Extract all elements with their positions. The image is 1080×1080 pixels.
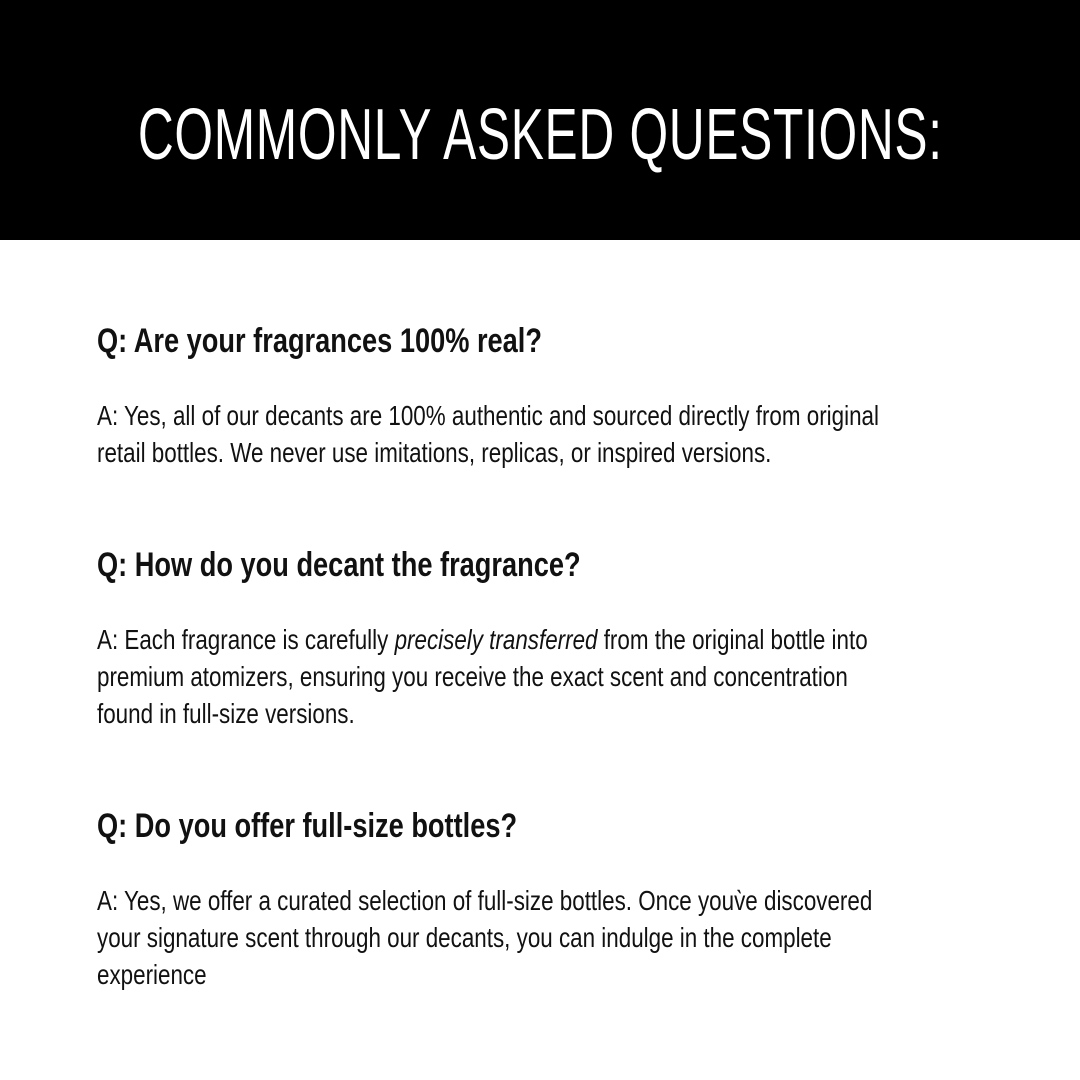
answer-segment-italic: precisely transferred xyxy=(394,624,598,655)
answer-line: A: Yes, we offer a curated selection of full-size bottles. Once youv̀e discovered xyxy=(97,885,873,916)
question-heading-2: Q: How do you decant the fragrance? xyxy=(97,546,581,584)
faq-section-3 xyxy=(97,804,1020,993)
answer-segment-plain: A: Each fragrance is carefully xyxy=(97,624,395,655)
answer-line: your signature scent through our decants, you can indulge in the complete xyxy=(97,922,832,953)
faq-content xyxy=(0,319,1080,993)
answer-line: premium atomizers, ensuring you receive the exact scent and concentration xyxy=(97,661,848,692)
answer-line: A: Yes, all of our decants are 100% authentic and sourced directly from original xyxy=(97,400,879,431)
header-band xyxy=(0,0,1080,240)
answer-line xyxy=(97,621,868,658)
answer-line: experience xyxy=(97,959,207,990)
faq-section-2 xyxy=(97,543,1020,732)
answer-segment-plain: from the original bottle into xyxy=(597,624,868,655)
faq-section-1 xyxy=(97,319,1020,471)
page-title: COMMONLY ASKED QUESTIONS: xyxy=(137,95,943,175)
answer-text-2 xyxy=(97,621,1020,732)
question-heading-1: Q: Are your fragrances 100% real? xyxy=(97,322,542,360)
answer-text-3 xyxy=(97,882,1020,993)
answer-line: found in full-size versions. xyxy=(97,698,355,729)
answer-text-1 xyxy=(97,397,1020,471)
question-heading-3: Q: Do you offer full-size bottles? xyxy=(97,807,518,845)
answer-line: retail bottles. We never use imitations, replicas, or inspired versions. xyxy=(97,437,772,468)
